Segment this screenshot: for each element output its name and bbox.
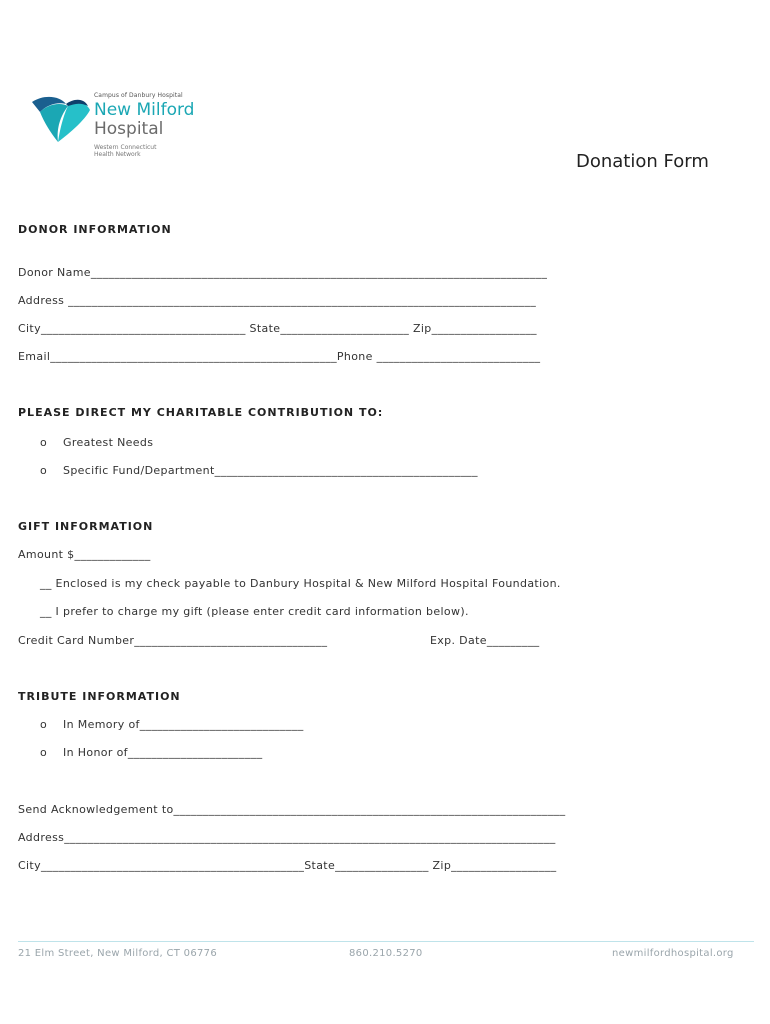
logo-network-line2: Health Network xyxy=(94,151,141,158)
donor-address-field[interactable]: Address ________________________________________________________________________________ xyxy=(18,294,537,307)
ack-city-field[interactable]: City_____________________________________________State________________ Zip__________________ xyxy=(18,859,557,872)
gift-check-option[interactable]: __ Enclosed is my check payable to Danbury Hospital & New Milford Hospital Foundation. xyxy=(40,577,561,590)
radio-in-honor[interactable]: o xyxy=(40,746,47,759)
footer-address: 21 Elm Street, New Milford, CT 06776 xyxy=(18,948,217,959)
option-in-honor[interactable]: In Honor of_______________________ xyxy=(63,746,263,759)
option-in-memory[interactable]: In Memory of____________________________ xyxy=(63,718,304,731)
donor-city-field[interactable]: City___________________________________ State______________________ Zip__________________ xyxy=(18,322,537,335)
hospital-logo xyxy=(30,88,205,166)
footer-phone: 860.210.5270 xyxy=(349,948,423,959)
footer-divider xyxy=(18,941,754,942)
tribute-heading: TRIBUTE INFORMATION xyxy=(18,690,181,703)
option-specific-fund[interactable]: Specific Fund/Department_____________________________________________ xyxy=(63,464,478,477)
option-greatest-needs: Greatest Needs xyxy=(63,436,154,449)
gift-charge-option[interactable]: __ I prefer to charge my gift (please enter credit card information below). xyxy=(40,605,469,618)
credit-card-field[interactable]: Credit Card Number_________________________________ xyxy=(18,634,328,647)
ack-send-field[interactable]: Send Acknowledgement to___________________________________________________________________ xyxy=(18,803,566,816)
logo-mark-icon xyxy=(30,92,92,150)
footer-website: newmilfordhospital.org xyxy=(612,948,734,959)
page-title: Donation Form xyxy=(576,151,709,172)
gift-heading: GIFT INFORMATION xyxy=(18,520,154,533)
radio-specific-fund[interactable]: o xyxy=(40,464,47,477)
logo-tagline: Campus of Danbury Hospital xyxy=(94,92,183,99)
donor-name-field[interactable]: Donor Name______________________________________________________________________________ xyxy=(18,266,548,279)
radio-greatest-needs[interactable]: o xyxy=(40,436,47,449)
logo-name-line2: Hospital xyxy=(94,119,164,139)
radio-in-memory[interactable]: o xyxy=(40,718,47,731)
donor-email-field[interactable]: Email_________________________________________________Phone ____________________________ xyxy=(18,350,541,363)
logo-name-line1: New Milford xyxy=(94,100,195,120)
direct-heading: PLEASE DIRECT MY CHARITABLE CONTRIBUTION TO: xyxy=(18,406,384,419)
exp-date-field[interactable]: Exp. Date_________ xyxy=(430,634,540,647)
logo-network-line1: Western Connecticut xyxy=(94,144,157,151)
gift-amount-field[interactable]: Amount $_____________ xyxy=(18,548,151,561)
donor-heading: DONOR INFORMATION xyxy=(18,223,172,236)
ack-address-field[interactable]: Address____________________________________________________________________________________ xyxy=(18,831,556,844)
